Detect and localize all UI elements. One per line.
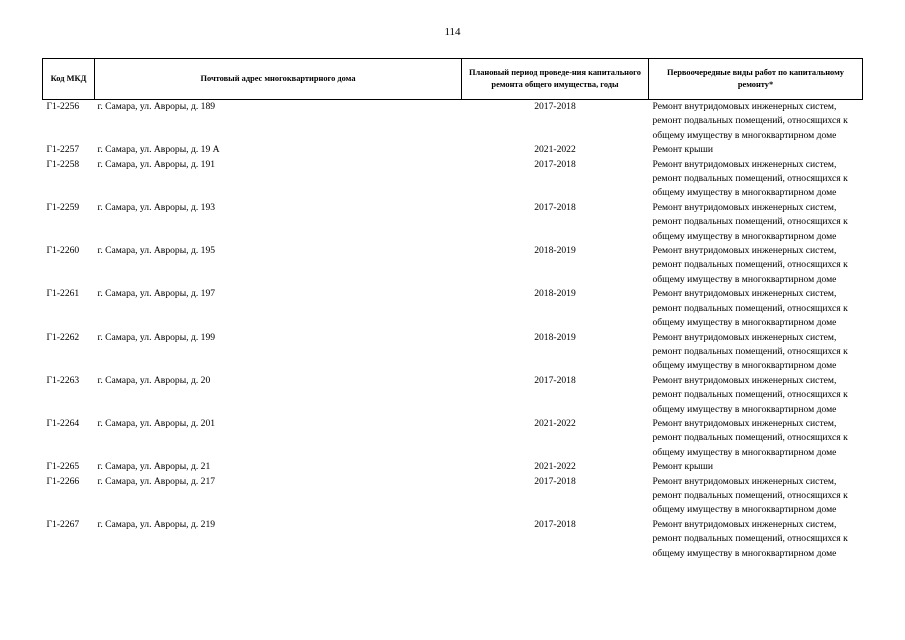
table-row xyxy=(43,100,863,144)
cell-address: г. Самара, ул. Авроры, д. 197 xyxy=(97,288,216,300)
cell-address: г. Самара, ул. Авроры, д. 191 xyxy=(97,158,216,170)
cell-address: г. Самара, ул. Авроры, д. 193 xyxy=(97,201,216,213)
cell-code: Г1-2262 xyxy=(46,331,80,343)
cell-code: Г1-2261 xyxy=(46,288,80,300)
cell-address: г. Самара, ул. Авроры, д. 199 xyxy=(97,331,216,343)
header-row xyxy=(43,59,863,100)
cell-address: г. Самара, ул. Авроры, д. 217 xyxy=(97,475,216,487)
table-row xyxy=(43,475,863,518)
repair-plan-table xyxy=(42,58,863,561)
cell-works: Ремонт внутридомовых инженерных систем, ремонт подвальных помещений, относящихся к общему имуществу в многоквартирном доме xyxy=(652,288,848,329)
cell-period: 2017-2018 xyxy=(534,518,576,530)
cell-period: 2018-2019 xyxy=(534,331,576,343)
cell-period: 2017-2018 xyxy=(534,201,576,213)
cell-code: Г1-2265 xyxy=(46,461,80,473)
cell-period: 2017-2018 xyxy=(534,158,576,170)
header-works: Первоочередные виды работ по капитальному ремонту* xyxy=(649,59,863,100)
cell-code: Г1-2263 xyxy=(46,374,80,386)
cell-address: г. Самара, ул. Авроры, д. 195 xyxy=(97,245,216,257)
table-row xyxy=(43,287,863,330)
cell-period: 2017-2018 xyxy=(534,374,576,386)
cell-works: Ремонт внутридомовых инженерных систем, ремонт подвальных помещений, относящихся к общему имуществу в многоквартирном доме xyxy=(652,331,848,372)
table-row xyxy=(43,143,863,157)
cell-period: 2018-2019 xyxy=(534,288,576,300)
page-number: 114 xyxy=(444,26,461,38)
cell-address: г. Самара, ул. Авроры, д. 19 А xyxy=(97,144,220,156)
table-header xyxy=(43,59,863,100)
cell-period: 2017-2018 xyxy=(534,475,576,487)
cell-period: 2021-2022 xyxy=(534,417,576,429)
table-row xyxy=(43,417,863,460)
cell-address: г. Самара, ул. Авроры, д. 189 xyxy=(97,101,216,112)
cell-works: Ремонт крыши xyxy=(652,144,713,156)
table-row xyxy=(43,244,863,287)
cell-address: г. Самара, ул. Авроры, д. 219 xyxy=(97,518,216,530)
header-code: Код МКД xyxy=(43,59,95,100)
cell-code: Г1-2259 xyxy=(46,201,80,213)
table-row xyxy=(43,331,863,374)
cell-code: Г1-2257 xyxy=(46,144,80,156)
cell-code: Г1-2264 xyxy=(46,417,80,429)
cell-works: Ремонт внутридомовых инженерных систем, ремонт подвальных помещений, относящихся к общему имуществу в многоквартирном доме xyxy=(652,417,848,458)
cell-works: Ремонт внутридомовых инженерных систем, ремонт подвальных помещений, относящихся к общему имуществу в многоквартирном доме xyxy=(652,101,848,141)
table-row xyxy=(43,518,863,561)
cell-works: Ремонт внутридомовых инженерных систем, ремонт подвальных помещений, относящихся к общему имуществу в многоквартирном доме xyxy=(652,158,848,199)
cell-code: Г1-2260 xyxy=(46,245,80,257)
cell-works: Ремонт внутридомовых инженерных систем, ремонт подвальных помещений, относящихся к общему имуществу в многоквартирном доме xyxy=(652,475,848,516)
cell-works: Ремонт внутридомовых инженерных систем, ремонт подвальных помещений, относящихся к общему имуществу в многоквартирном доме xyxy=(652,374,848,415)
header-period: Плановый период проведе-ния капитального ремонта общего имущества, годы xyxy=(462,59,649,100)
cell-period: 2018-2019 xyxy=(534,245,576,257)
table-row xyxy=(43,158,863,201)
cell-period: 2021-2022 xyxy=(534,461,576,473)
cell-address: г. Самара, ул. Авроры, д. 201 xyxy=(97,417,216,429)
cell-code: Г1-2266 xyxy=(46,475,80,487)
table-row xyxy=(43,374,863,417)
cell-works: Ремонт внутридомовых инженерных систем, ремонт подвальных помещений, относящихся к общему имуществу в многоквартирном доме xyxy=(652,201,848,242)
cell-code: Г1-2267 xyxy=(46,518,80,530)
table-body xyxy=(43,100,863,562)
cell-period: 2021-2022 xyxy=(534,144,576,156)
header-address: Почтовый адрес многоквартирного дома xyxy=(95,59,462,100)
cell-code: Г1-2258 xyxy=(46,158,80,170)
cell-address: г. Самара, ул. Авроры, д. 21 xyxy=(97,461,211,473)
cell-address: г. Самара, ул. Авроры, д. 20 xyxy=(97,374,211,386)
cell-code: Г1-2256 xyxy=(46,101,80,112)
cell-works: Ремонт внутридомовых инженерных систем, ремонт подвальных помещений, относящихся к общему имуществу в многоквартирном доме xyxy=(652,245,848,285)
table-row xyxy=(43,460,863,474)
table-row xyxy=(43,201,863,244)
cell-period: 2017-2018 xyxy=(534,101,576,112)
cell-works: Ремонт внутридомовых инженерных систем, ремонт подвальных помещений, относящихся к общему имуществу в многоквартирном доме xyxy=(652,518,848,559)
cell-works: Ремонт крыши xyxy=(652,461,713,473)
